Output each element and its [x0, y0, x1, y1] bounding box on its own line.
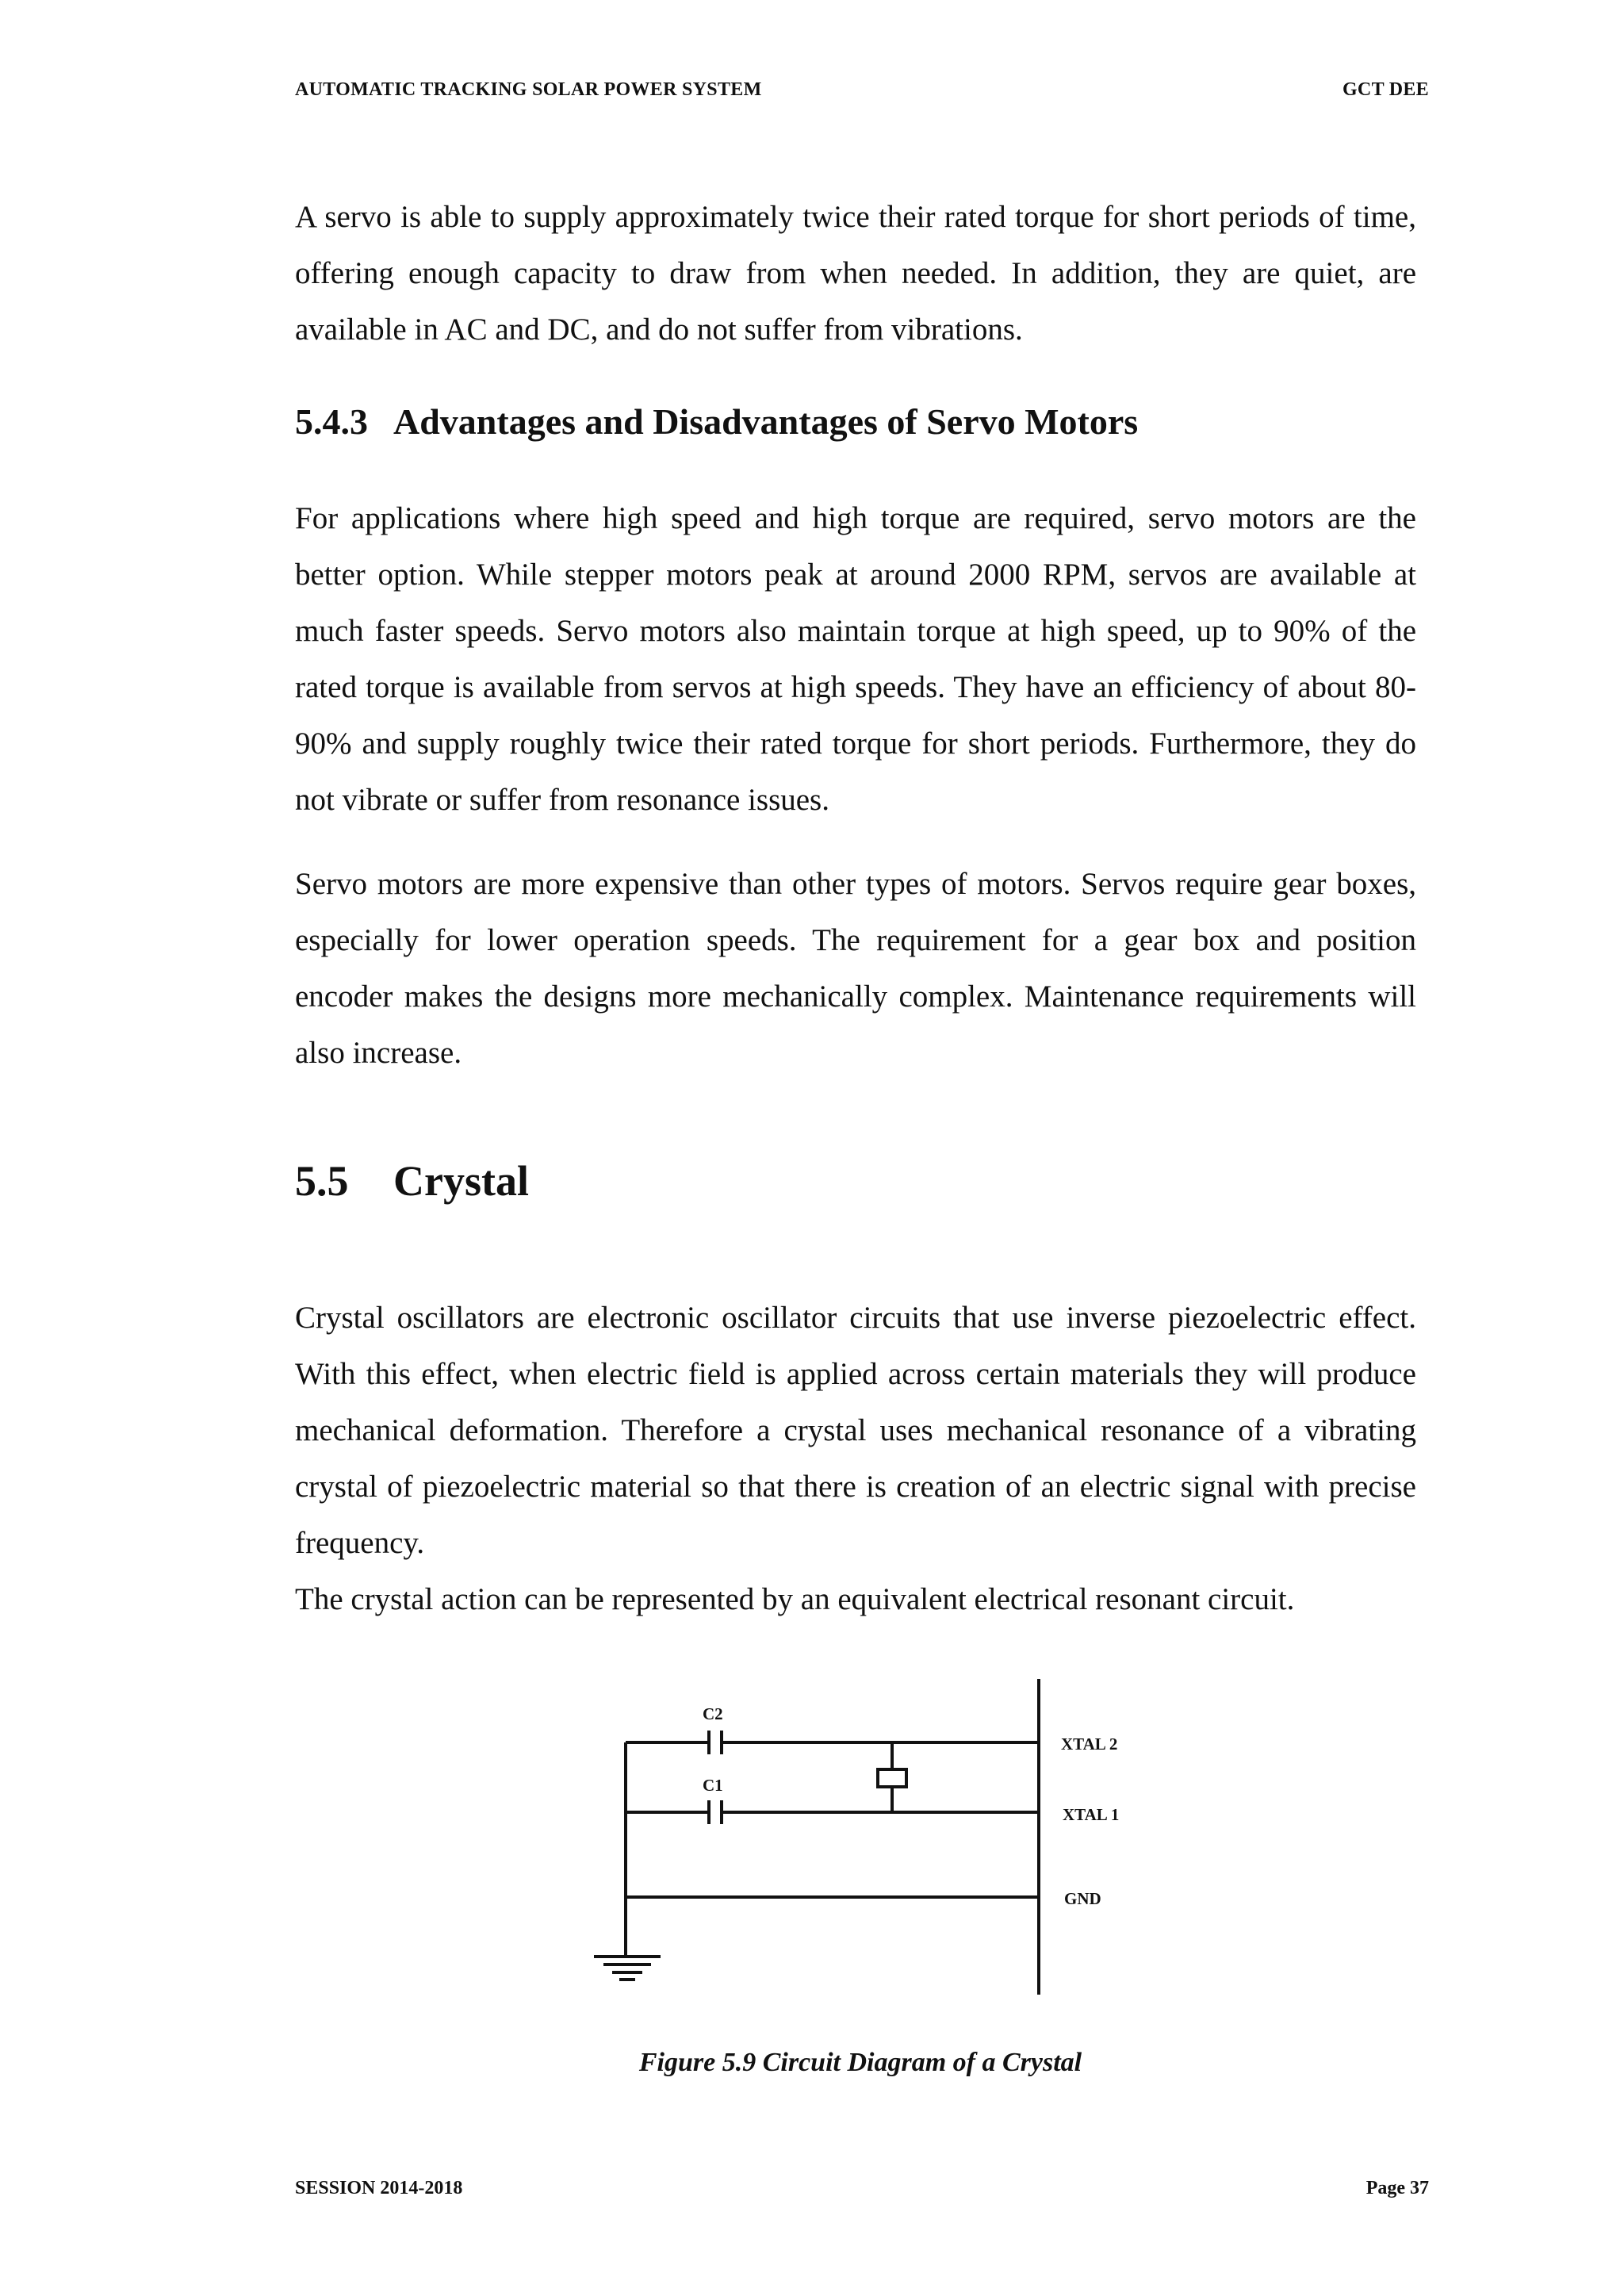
label-gnd: GND: [1064, 1889, 1101, 1908]
label-xtal1: XTAL 1: [1063, 1805, 1120, 1824]
footer-page-number: Page 37: [1365, 2178, 1429, 2198]
section-number: 5.5: [295, 1157, 349, 1205]
crystal-symbol: [878, 1769, 906, 1787]
paragraph-servo-torque: A servo is able to supply approximately twice their rated torque for short periods of time, offering enough capacity to draw from when needed. In addition, they are quiet, are available in AC and DC, and do not suffer from vibrations.: [295, 200, 1416, 347]
paragraph-crystal-oscillators: Crystal oscillators are electronic oscillator circuits that use inverse piezoelectric effect. With this effect, when electric field is applied across certain materials they will produce mechanical deformation. Therefore a crystal uses mechanical resonance of a vibrating crystal of piezoelectric material so that there is creation of an electric signal with precise frequency.: [295, 1301, 1416, 1560]
label-c2: C2: [703, 1704, 723, 1723]
paragraph-crystal-equivalent: The crystal action can be represented by an equivalent electrical resonant circuit.: [295, 1582, 1295, 1616]
footer-session: SESSION 2014-2018: [295, 2178, 463, 2198]
label-c1: C1: [703, 1776, 723, 1795]
section-title: Advantages and Disadvantages of Servo Motors: [393, 401, 1139, 442]
paragraph-servo-advantages: For applications where high speed and high torque are required, servo motors are the better option. While stepper motors peak at around 2000 RPM, servos are available at much faster speeds. Servo motors also maintain torque at high speed, up to 90% of the rated torque is available from servos at high speeds. They have an efficiency of about 80-90% and supply roughly twice their rated torque for short periods. Furthermore, they do not vibrate or suffer from resonance issues.: [295, 501, 1416, 817]
running-header-dept: GCT DEE: [1342, 79, 1429, 100]
running-header-title: AUTOMATIC TRACKING SOLAR POWER SYSTEM: [295, 79, 762, 100]
label-xtal2: XTAL 2: [1061, 1734, 1118, 1754]
paragraph-servo-disadvantages: Servo motors are more expensive than other types of motors. Servos require gear boxes, especially for lower operation speeds. The requirement for a gear box and position encoder makes the designs more mechanically complex. Maintenance requirements will also increase.: [295, 867, 1416, 1070]
section-number: 5.4.3: [295, 401, 368, 442]
section-title: Crystal: [393, 1157, 529, 1205]
figure-caption: Figure 5.9 Circuit Diagram of a Crystal: [638, 2048, 1082, 2077]
